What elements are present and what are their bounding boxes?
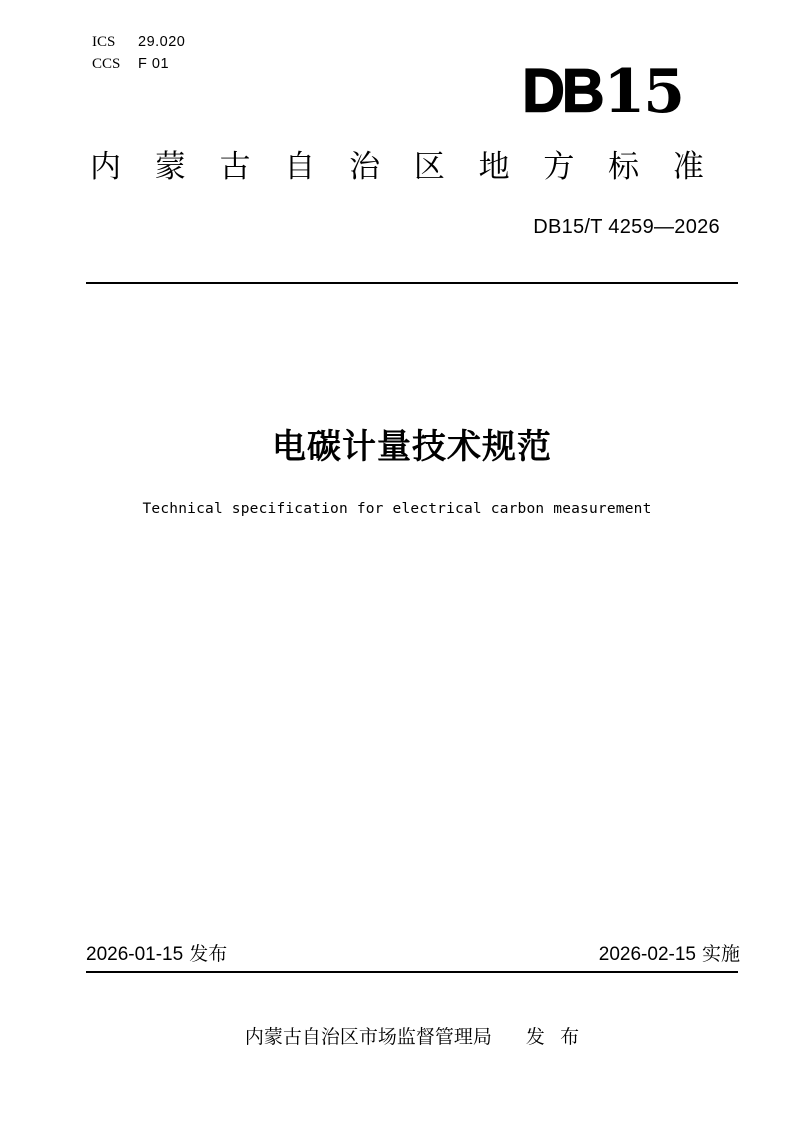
publish-label: 发 布 — [525, 1027, 580, 1048]
implement-date-block — [599, 943, 740, 967]
classification-block — [92, 31, 185, 75]
implement-label: 实施 — [701, 944, 740, 965]
title-en: Technical specification for electrical carbon measurement — [142, 501, 652, 517]
ics-value: 29.020 — [138, 34, 186, 50]
ics-label: ICS — [92, 34, 116, 50]
publisher-name: 内蒙古自治区市场监督管理局 — [244, 1027, 492, 1048]
footer-rule — [86, 971, 738, 973]
standard-class-char: 蒙 — [154, 149, 186, 184]
ccs-label: CCS — [92, 56, 121, 72]
db15-logo — [522, 56, 683, 127]
standard-class-char: 标 — [608, 149, 640, 184]
implement-date: 2026-02-15 — [598, 944, 696, 965]
standard-class-char: 内 — [90, 149, 121, 184]
ccs-row — [92, 53, 185, 75]
standard-class-char: 区 — [413, 149, 445, 184]
standard-class-char: 地 — [478, 149, 510, 184]
db15-logo-number: 15 — [603, 57, 683, 127]
publisher-row — [86, 1025, 738, 1051]
issue-date-block — [86, 943, 227, 967]
dates-row — [86, 943, 740, 967]
standard-class-char: 治 — [349, 149, 381, 184]
standard-class-char: 准 — [672, 149, 704, 184]
standard-class-char: 古 — [219, 149, 251, 184]
issue-date: 2026-01-15 — [86, 944, 184, 965]
issue-label: 发布 — [189, 944, 228, 965]
standard-class-char: 方 — [543, 149, 575, 184]
ics-row — [92, 31, 185, 53]
standard-number: DB15/T 4259—2026 — [533, 216, 720, 238]
db15-logo-prefix: DB — [522, 56, 602, 126]
title-zh: 电碳计量技术规范 — [272, 428, 552, 466]
header-rule — [86, 282, 738, 284]
ccs-value: F 01 — [138, 56, 170, 72]
standard-class-heading — [90, 149, 704, 185]
standard-class-char: 自 — [284, 149, 316, 184]
